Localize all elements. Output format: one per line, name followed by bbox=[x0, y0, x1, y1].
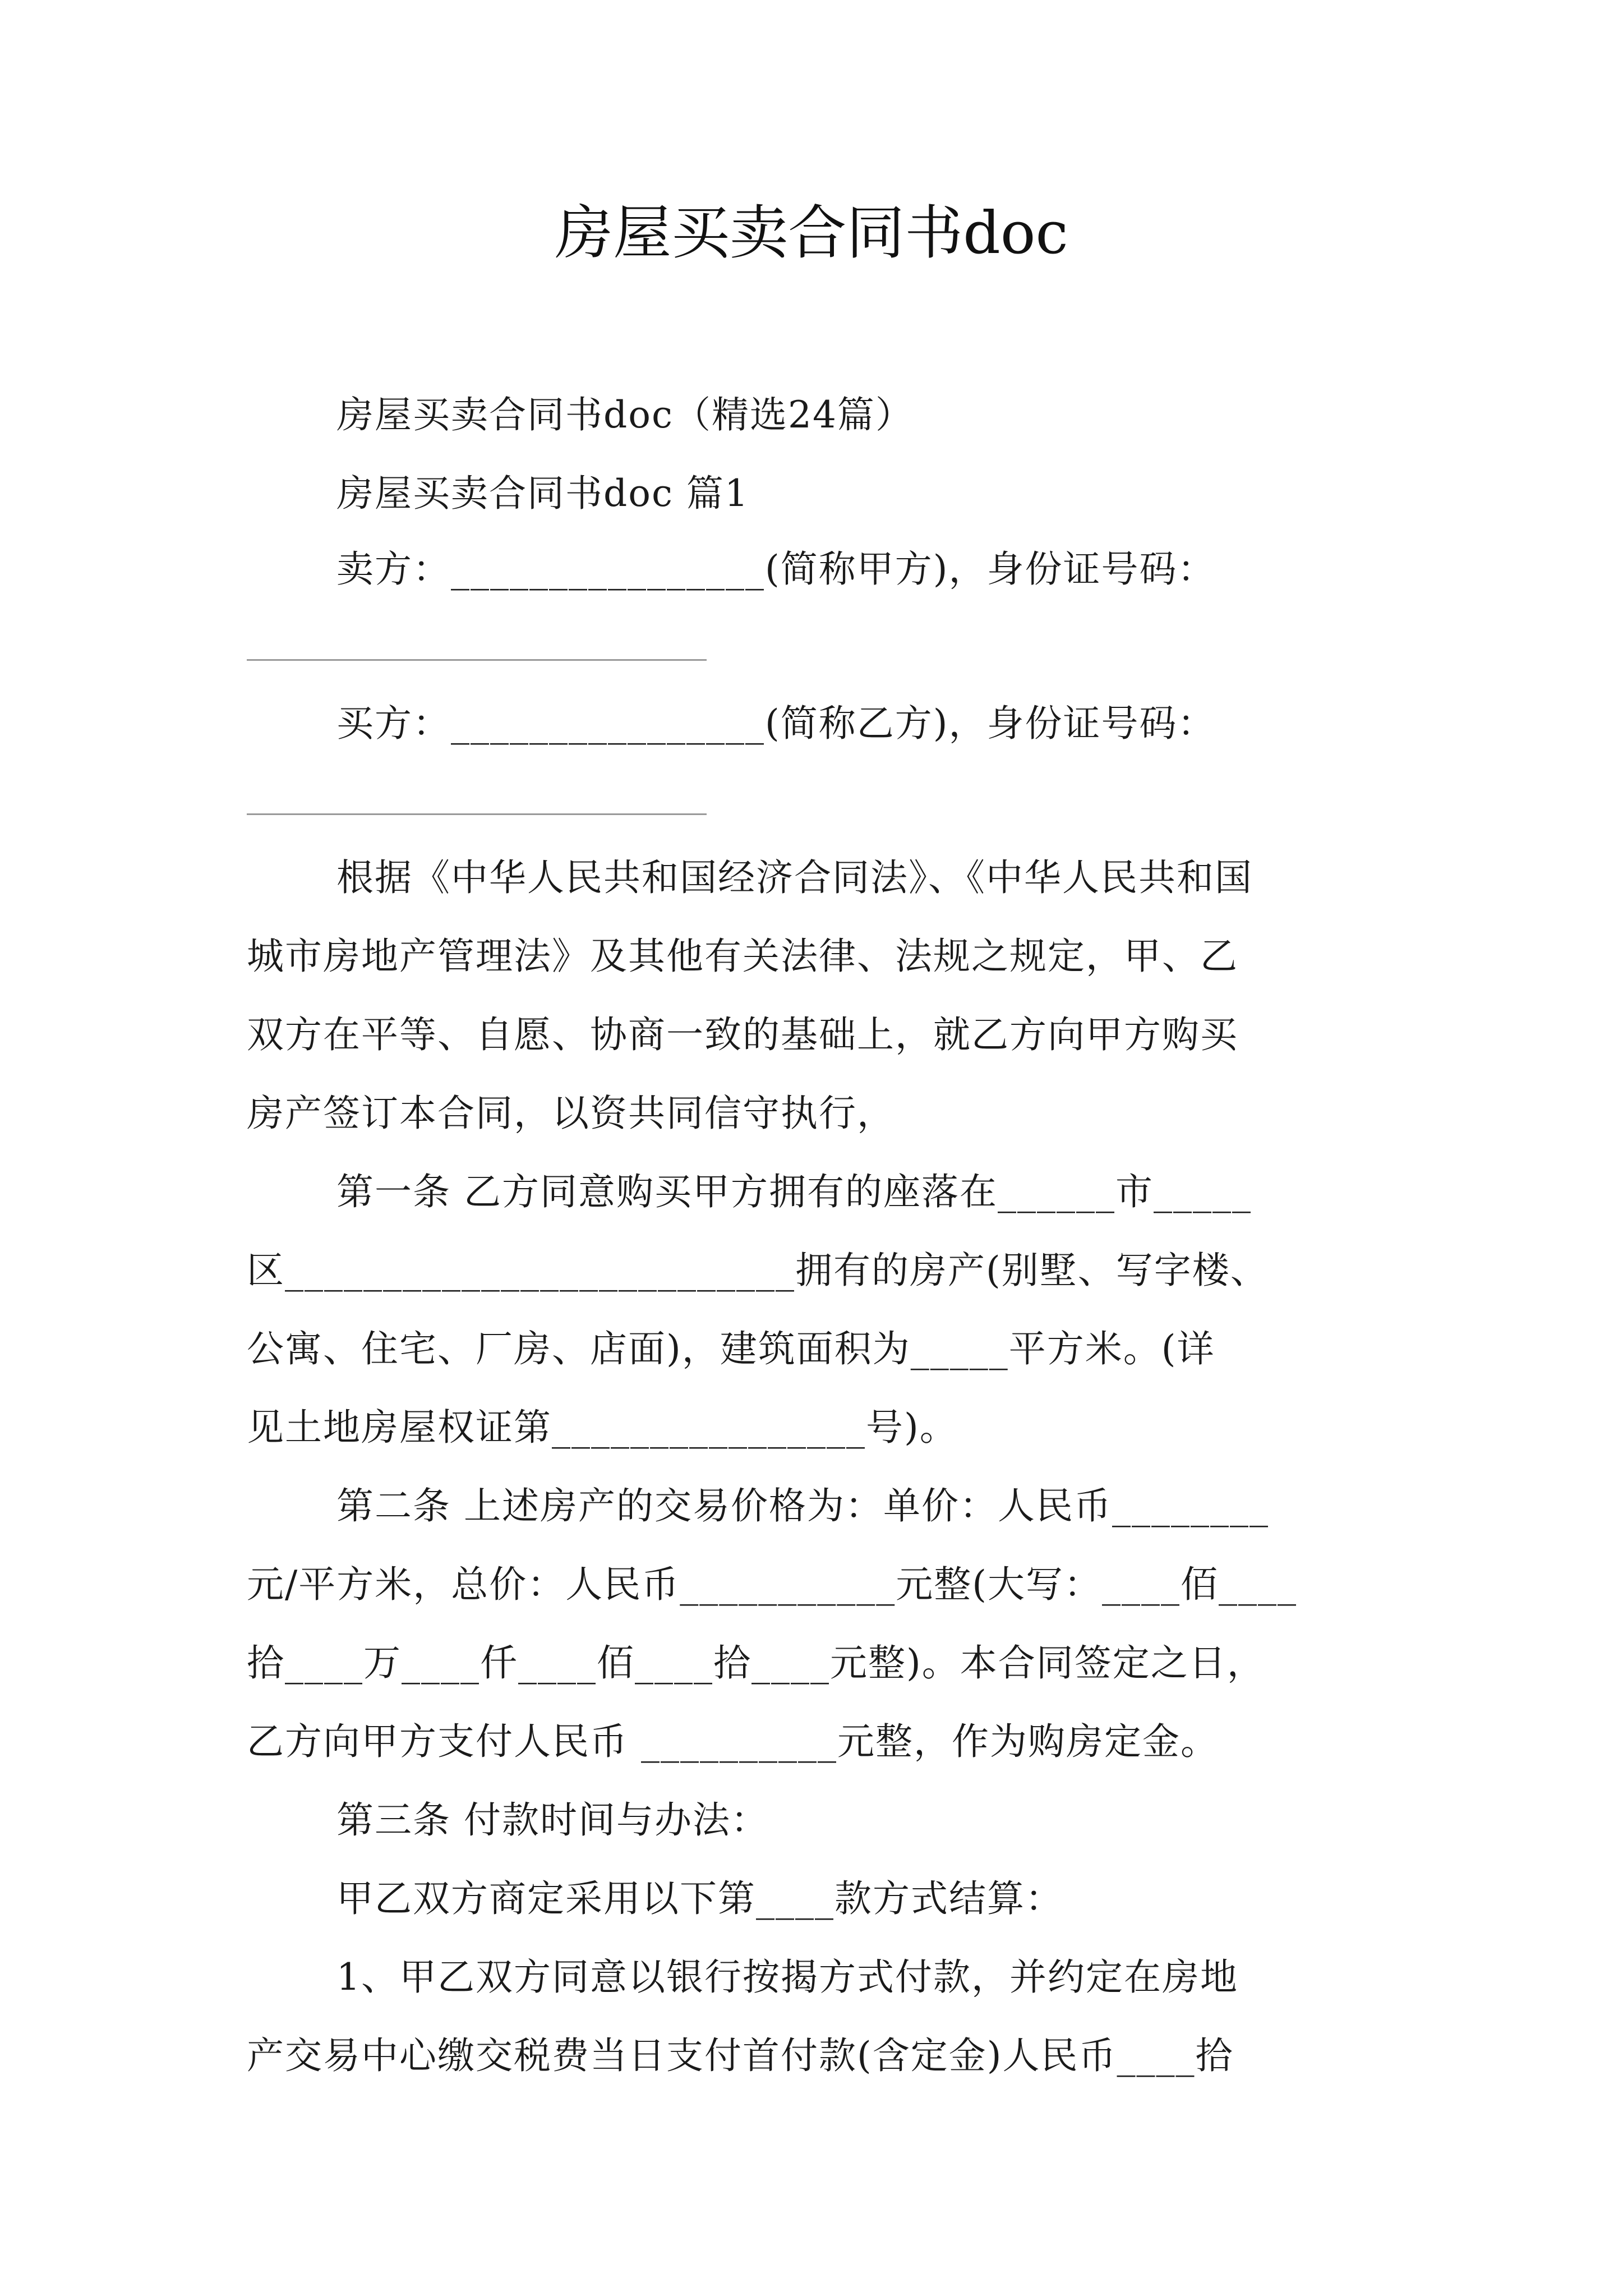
clause-line: 第三条 付款时间与办法： bbox=[336, 1798, 769, 1842]
section-heading: 房屋买卖合同书doc 篇1 bbox=[336, 472, 749, 515]
clause-line: 拾____万____仟____佰____拾____元整)。本合同签定之日， bbox=[247, 1641, 1265, 1685]
clause-line: 1、甲乙双方同意以银行按揭方式付款，并约定在房地 bbox=[336, 1955, 1238, 1999]
buyer-id-blank bbox=[247, 813, 707, 815]
clause-line: 产交易中心缴交税费当日支付首付款(含定金)人民币____拾 bbox=[247, 2034, 1234, 2077]
clause-line: 第二条 上述房产的交易价格为：单价：人民币________ bbox=[336, 1484, 1269, 1527]
clause-line: 第一条 乙方同意购买甲方拥有的座落在______市_____ bbox=[336, 1170, 1252, 1213]
paragraph-line: 城市房地产管理法》及其他有关法律、法规之规定，甲、乙 bbox=[247, 935, 1238, 978]
clause-line: 元/平方米，总价：人民币___________元整(大写：____佰____ bbox=[247, 1563, 1297, 1606]
document-title: 房屋买卖合同书doc bbox=[555, 199, 1068, 267]
clause-line: 公寓、住宅、厂房、店面)，建筑面积为_____平方米。(详 bbox=[247, 1327, 1215, 1370]
seller-id-blank bbox=[247, 659, 707, 661]
paragraph-line: 根据《中华人民共和国经济合同法》、《中华人民共和国 bbox=[336, 856, 1253, 899]
buyer-line: 买方：________________(简称乙方)，身份证号码： bbox=[336, 702, 1216, 745]
clause-line: 甲乙双方商定采用以下第____款方式结算： bbox=[336, 1877, 1063, 1920]
seller-line: 卖方：________________(简称甲方)，身份证号码： bbox=[336, 547, 1216, 591]
paragraph-line: 双方在平等、自愿、协商一致的基础上，就乙方向甲方购买 bbox=[247, 1013, 1238, 1056]
clause-line: 见土地房屋权证第________________号)。 bbox=[247, 1406, 958, 1449]
clause-line: 区__________________________拥有的房产(别墅、写字楼、 bbox=[247, 1249, 1269, 1292]
paragraph-line: 房产签订本合同，以资共同信守执行， bbox=[247, 1092, 895, 1135]
clause-line: 乙方向甲方支付人民币 __________元整，作为购房定金。 bbox=[247, 1720, 1219, 1763]
subtitle-line: 房屋买卖合同书doc（精选24篇） bbox=[336, 393, 914, 436]
